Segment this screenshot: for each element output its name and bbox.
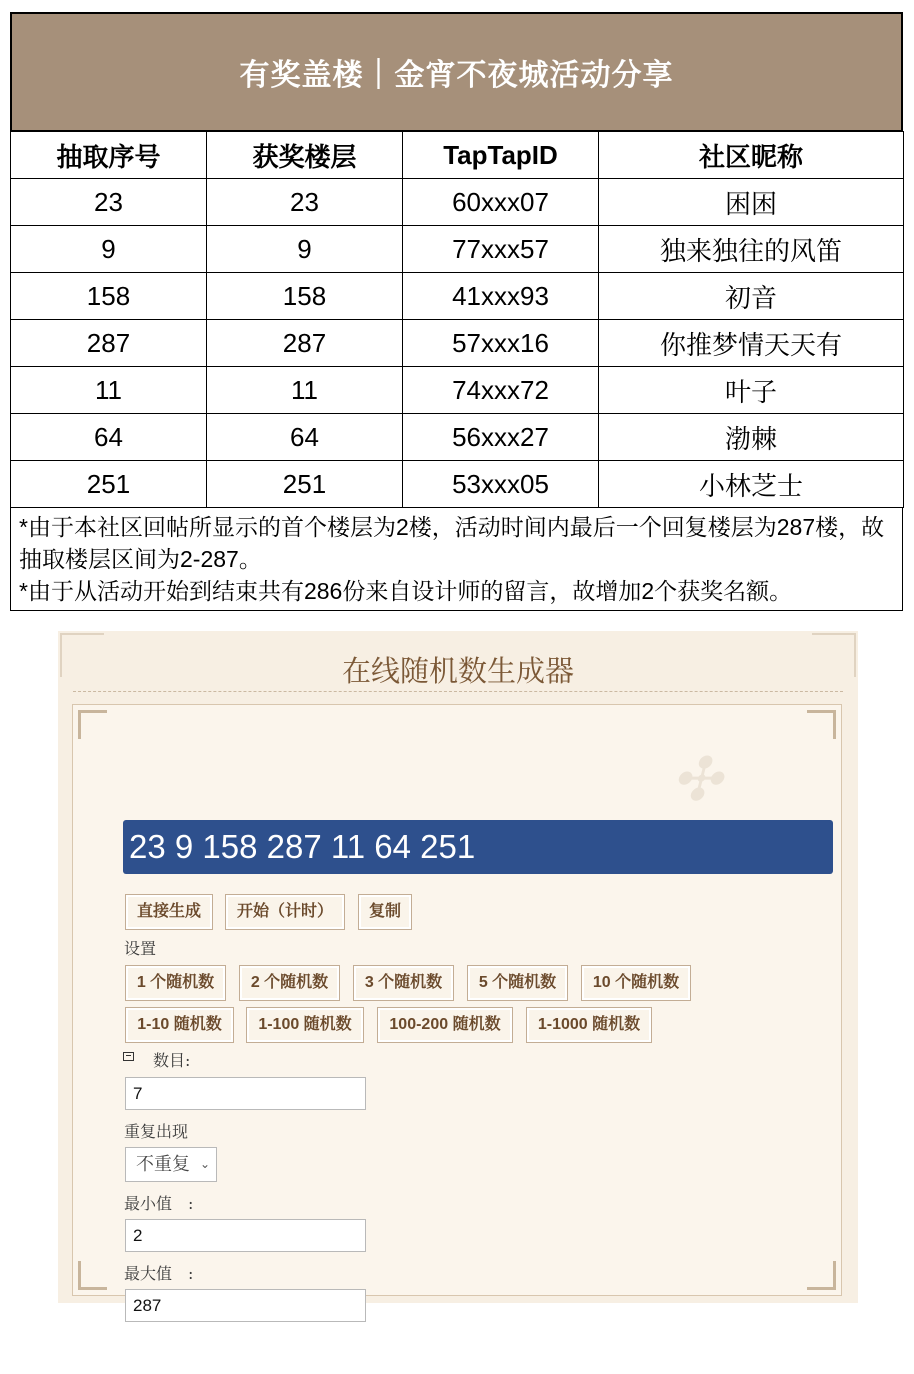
cell-draw-number: 287 xyxy=(11,320,207,367)
cell-draw-number: 158 xyxy=(11,273,207,320)
header-nickname: 社区昵称 xyxy=(599,132,904,179)
copy-button[interactable]: 复制 xyxy=(358,894,412,930)
cell-draw-number: 23 xyxy=(11,179,207,226)
repeat-select[interactable] xyxy=(125,1147,217,1182)
cell-taptap-id: 56xxx27 xyxy=(403,414,599,461)
corner-ornament xyxy=(807,710,836,739)
cell-winning-floor: 64 xyxy=(207,414,403,461)
preset-5-numbers-button[interactable]: 5 个随机数 xyxy=(467,965,568,1001)
table-row xyxy=(11,226,904,273)
preset-1-number-button[interactable]: 1 个随机数 xyxy=(125,965,226,1001)
generator-panel xyxy=(72,704,842,1315)
generator-title: 在线随机数生成器 xyxy=(341,654,574,688)
note-floor-range: *由于本社区回帖所显示的首个楼层为2楼，活动时间内最后一个回复楼层为287楼，故抽取楼层区间为2-287。 xyxy=(19,514,885,572)
cell-draw-number: 9 xyxy=(11,226,207,273)
cell-taptap-id: 53xxx05 xyxy=(403,461,599,508)
note-extra-winners: *由于从活动开始到结束共有286份来自设计师的留言，故增加2个获奖名额。 xyxy=(19,578,793,604)
table-row xyxy=(11,320,904,367)
table-row xyxy=(11,367,904,414)
cell-nickname: 渤棘 xyxy=(599,414,904,461)
cell-nickname: 小林芝士 xyxy=(599,461,904,508)
min-input[interactable]: 2 xyxy=(125,1219,366,1252)
cell-winning-floor: 23 xyxy=(207,179,403,226)
header-winning-floor: 获奖楼层 xyxy=(207,132,403,179)
background-number-decoration: ✣ xyxy=(671,745,722,815)
min-label: 最小值 : xyxy=(124,1194,194,1213)
cell-nickname: 独来独往的风笛 xyxy=(599,226,904,273)
chevron-down-icon: ⌄ xyxy=(199,1157,210,1171)
winners-table xyxy=(10,131,904,508)
count-label: 数目: xyxy=(153,1051,191,1070)
cell-winning-floor: 251 xyxy=(207,461,403,508)
cell-taptap-id: 41xxx93 xyxy=(403,273,599,320)
cell-nickname: 困困 xyxy=(599,179,904,226)
range-1-100-button[interactable]: 1-100 随机数 xyxy=(246,1007,364,1043)
cell-winning-floor: 287 xyxy=(207,320,403,367)
table-row xyxy=(11,179,904,226)
title-divider xyxy=(73,691,843,692)
range-1-1000-button[interactable]: 1-1000 随机数 xyxy=(526,1007,652,1043)
range-1-10-button[interactable]: 1-10 随机数 xyxy=(125,1007,234,1043)
table-notes xyxy=(10,508,903,611)
winners-sheet xyxy=(10,12,903,611)
repeat-select-value: 不重复 xyxy=(136,1154,190,1174)
table-row xyxy=(11,461,904,508)
corner-ornament xyxy=(78,1261,107,1290)
cell-nickname: 叶子 xyxy=(599,367,904,414)
corner-ornament xyxy=(807,1261,836,1290)
cell-draw-number: 11 xyxy=(11,367,207,414)
book-icon xyxy=(123,1052,134,1061)
header-draw-number: 抽取序号 xyxy=(11,132,207,179)
range-100-200-button[interactable]: 100-200 随机数 xyxy=(377,1007,513,1043)
max-label: 最大值 : xyxy=(124,1264,194,1283)
result-display: 23 9 158 287 11 64 251 xyxy=(123,820,833,874)
preset-2-numbers-button[interactable]: 2 个随机数 xyxy=(239,965,340,1001)
repeat-label: 重复出现 xyxy=(124,1122,189,1141)
count-input[interactable]: 7 xyxy=(125,1077,366,1110)
cell-taptap-id: 60xxx07 xyxy=(403,179,599,226)
random-generator-screenshot xyxy=(58,631,858,1315)
table-row xyxy=(11,273,904,320)
settings-label: 设置 xyxy=(124,939,157,958)
cell-taptap-id: 77xxx57 xyxy=(403,226,599,273)
start-timed-button[interactable]: 开始（计时） xyxy=(225,894,345,930)
generate-button[interactable]: 直接生成 xyxy=(125,894,213,930)
cell-winning-floor: 9 xyxy=(207,226,403,273)
banner-title: 有奖盖楼｜金宵不夜城活动分享 xyxy=(239,59,674,92)
cell-draw-number: 64 xyxy=(11,414,207,461)
cell-winning-floor: 158 xyxy=(207,273,403,320)
cell-winning-floor: 11 xyxy=(207,367,403,414)
cell-draw-number: 251 xyxy=(11,461,207,508)
max-input[interactable]: 287 xyxy=(125,1289,366,1322)
cell-taptap-id: 74xxx72 xyxy=(403,367,599,414)
cell-taptap-id: 57xxx16 xyxy=(403,320,599,367)
table-row xyxy=(11,414,904,461)
preset-3-numbers-button[interactable]: 3 个随机数 xyxy=(353,965,454,1001)
banner xyxy=(10,12,903,131)
table-header-row xyxy=(11,132,904,179)
cell-nickname: 初音 xyxy=(599,273,904,320)
header-taptap-id: TapTapID xyxy=(403,132,599,179)
cell-nickname: 你推梦情天天有 xyxy=(599,320,904,367)
corner-ornament xyxy=(78,710,107,739)
preset-10-numbers-button[interactable]: 10 个随机数 xyxy=(581,965,691,1001)
